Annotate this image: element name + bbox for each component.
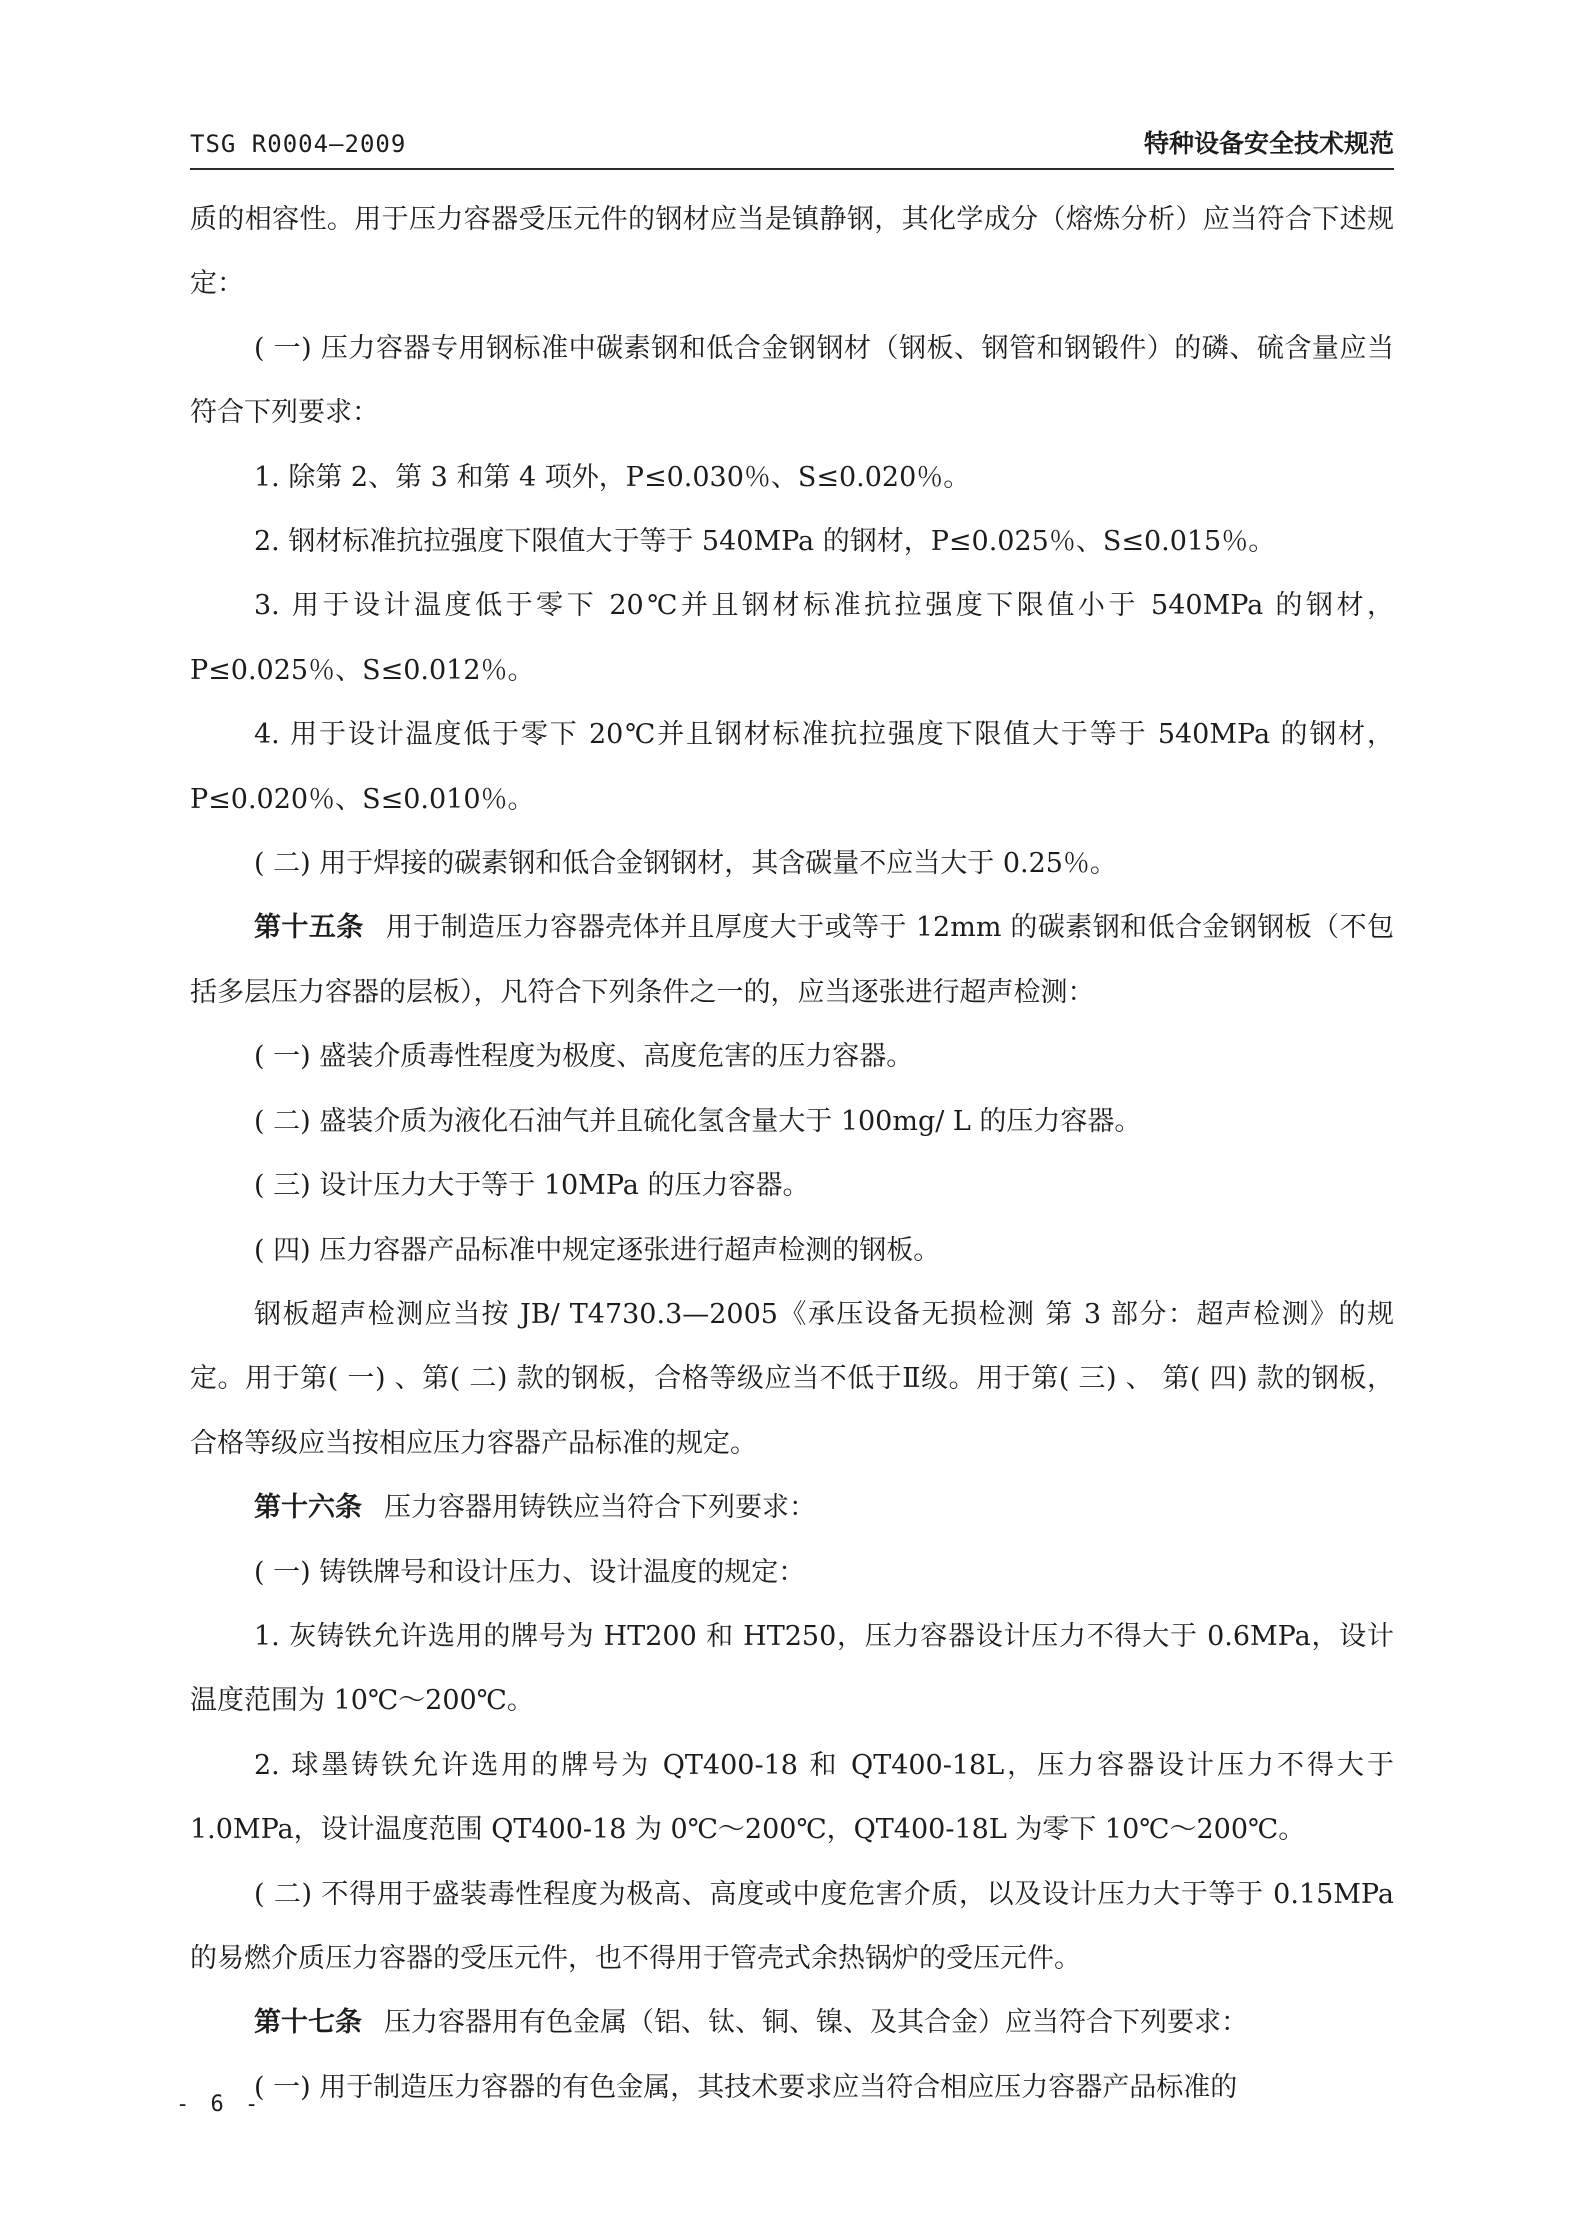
article-15: 第十五条 用于制造压力容器壳体并且厚度大于或等于 12mm 的碳素钢和低合金钢钢板（不包括多层压力容器的层板），凡符合下列条件之一的，应当逐张进行超声检测： <box>190 912 1394 1008</box>
sub-item: 2. 球墨铸铁允许选用的牌号为 QT400-18 和 QT400-18L，压力容器设计压力不得大于 1.0MPa，设计温度范围 QT400-18 为 0℃～200℃，QT400-18L 为零下 10℃～200℃。 <box>190 1749 1394 1846</box>
clause-item: ( 四) 压力容器产品标准中规定逐张进行超声检测的钢板。 <box>254 1234 941 1266</box>
clause-item: ( 一) 铸铁牌号和设计压力、设计温度的规定： <box>254 1556 806 1588</box>
sub-item: 2. 钢材标准抗拉强度下限值大于等于 540MPa 的钢材，P≤0.025％、S≤0.015％。 <box>254 526 1276 558</box>
article-17: 第十七条 压力容器用有色金属（铝、钛、铜、镍、及其合金）应当符合下列要求： <box>254 2007 1248 2039</box>
standard-code: TSG R0004—2009 <box>190 130 407 158</box>
sub-item: 4. 用于设计温度低于零下 20℃并且钢材标准抗拉强度下限值大于等于 540MPa 的钢材，P≤0.020％、S≤0.010％。 <box>190 719 1394 815</box>
page-number: - 6 - <box>176 2092 263 2117</box>
paragraph: 钢板超声检测应当按 JB/ T4730.3—2005《承压设备无损检测 第 3 部分：超声检测》的规定。用于第( 一) 、第( 二) 款的钢板，合格等级应当不低于Ⅱ级。用于第( 三) 、 第( 四) 款的钢板，合格等级应当按相应压力容器产品标准的规定。 <box>190 1298 1394 1459</box>
clause-item: ( 三) 设计压力大于等于 10MPa 的压力容器。 <box>254 1170 810 1202</box>
article-16: 第十六条 压力容器用铸铁应当符合下列要求： <box>254 1492 816 1524</box>
sub-item: 3. 用于设计温度低于零下 20℃并且钢材标准抗拉强度下限值小于 540MPa 的钢材，P≤0.025％、S≤0.012％。 <box>190 590 1394 686</box>
clause-item: ( 二) 用于焊接的碳素钢和低合金钢钢材，其含碳量不应当大于 0.25％。 <box>254 848 1117 880</box>
sub-item: 1. 除第 2、第 3 和第 4 项外，P≤0.030％、S≤0.020％。 <box>254 461 971 493</box>
clause-item: ( 二) 盛装介质为液化石油气并且硫化氢含量大于 100mg/ L 的压力容器。 <box>254 1105 1142 1137</box>
clause-item: ( 一) 盛装介质毒性程度为极度、高度危害的压力容器。 <box>254 1041 914 1073</box>
article-number: 第十七条 <box>254 2007 362 2039</box>
paragraph-continuation: 质的相容性。用于压力容器受压元件的钢材应当是镇静钢，其化学成分（熔炼分析）应当符合下述规定： <box>190 204 1394 300</box>
article-number: 第十六条 <box>254 1492 362 1524</box>
clause-item: ( 一) 用于制造压力容器的有色金属，其技术要求应当符合相应压力容器产品标准的 <box>254 2071 1238 2103</box>
series-title: 特种设备安全技术规范 <box>1143 129 1394 158</box>
clause-item: ( 二) 不得用于盛装毒性程度为极高、高度或中度危害介质，以及设计压力大于等于 0.15MPa 的易燃介质压力容器的受压元件，也不得用于管壳式余热锅炉的受压元件。 <box>190 1878 1394 1974</box>
sub-item: 1. 灰铸铁允许选用的牌号为 HT200 和 HT250，压力容器设计压力不得大于 0.6MPa，设计温度范围为 10℃～200℃。 <box>190 1620 1394 1717</box>
document-body <box>190 188 1394 2120</box>
clause-item: ( 一) 压力容器专用钢标准中碳素钢和低合金钢钢材（钢板、钢管和钢锻件）的磷、硫含量应当符合下列要求： <box>190 332 1394 429</box>
page-header <box>190 128 1394 170</box>
article-number: 第十五条 <box>254 912 364 944</box>
